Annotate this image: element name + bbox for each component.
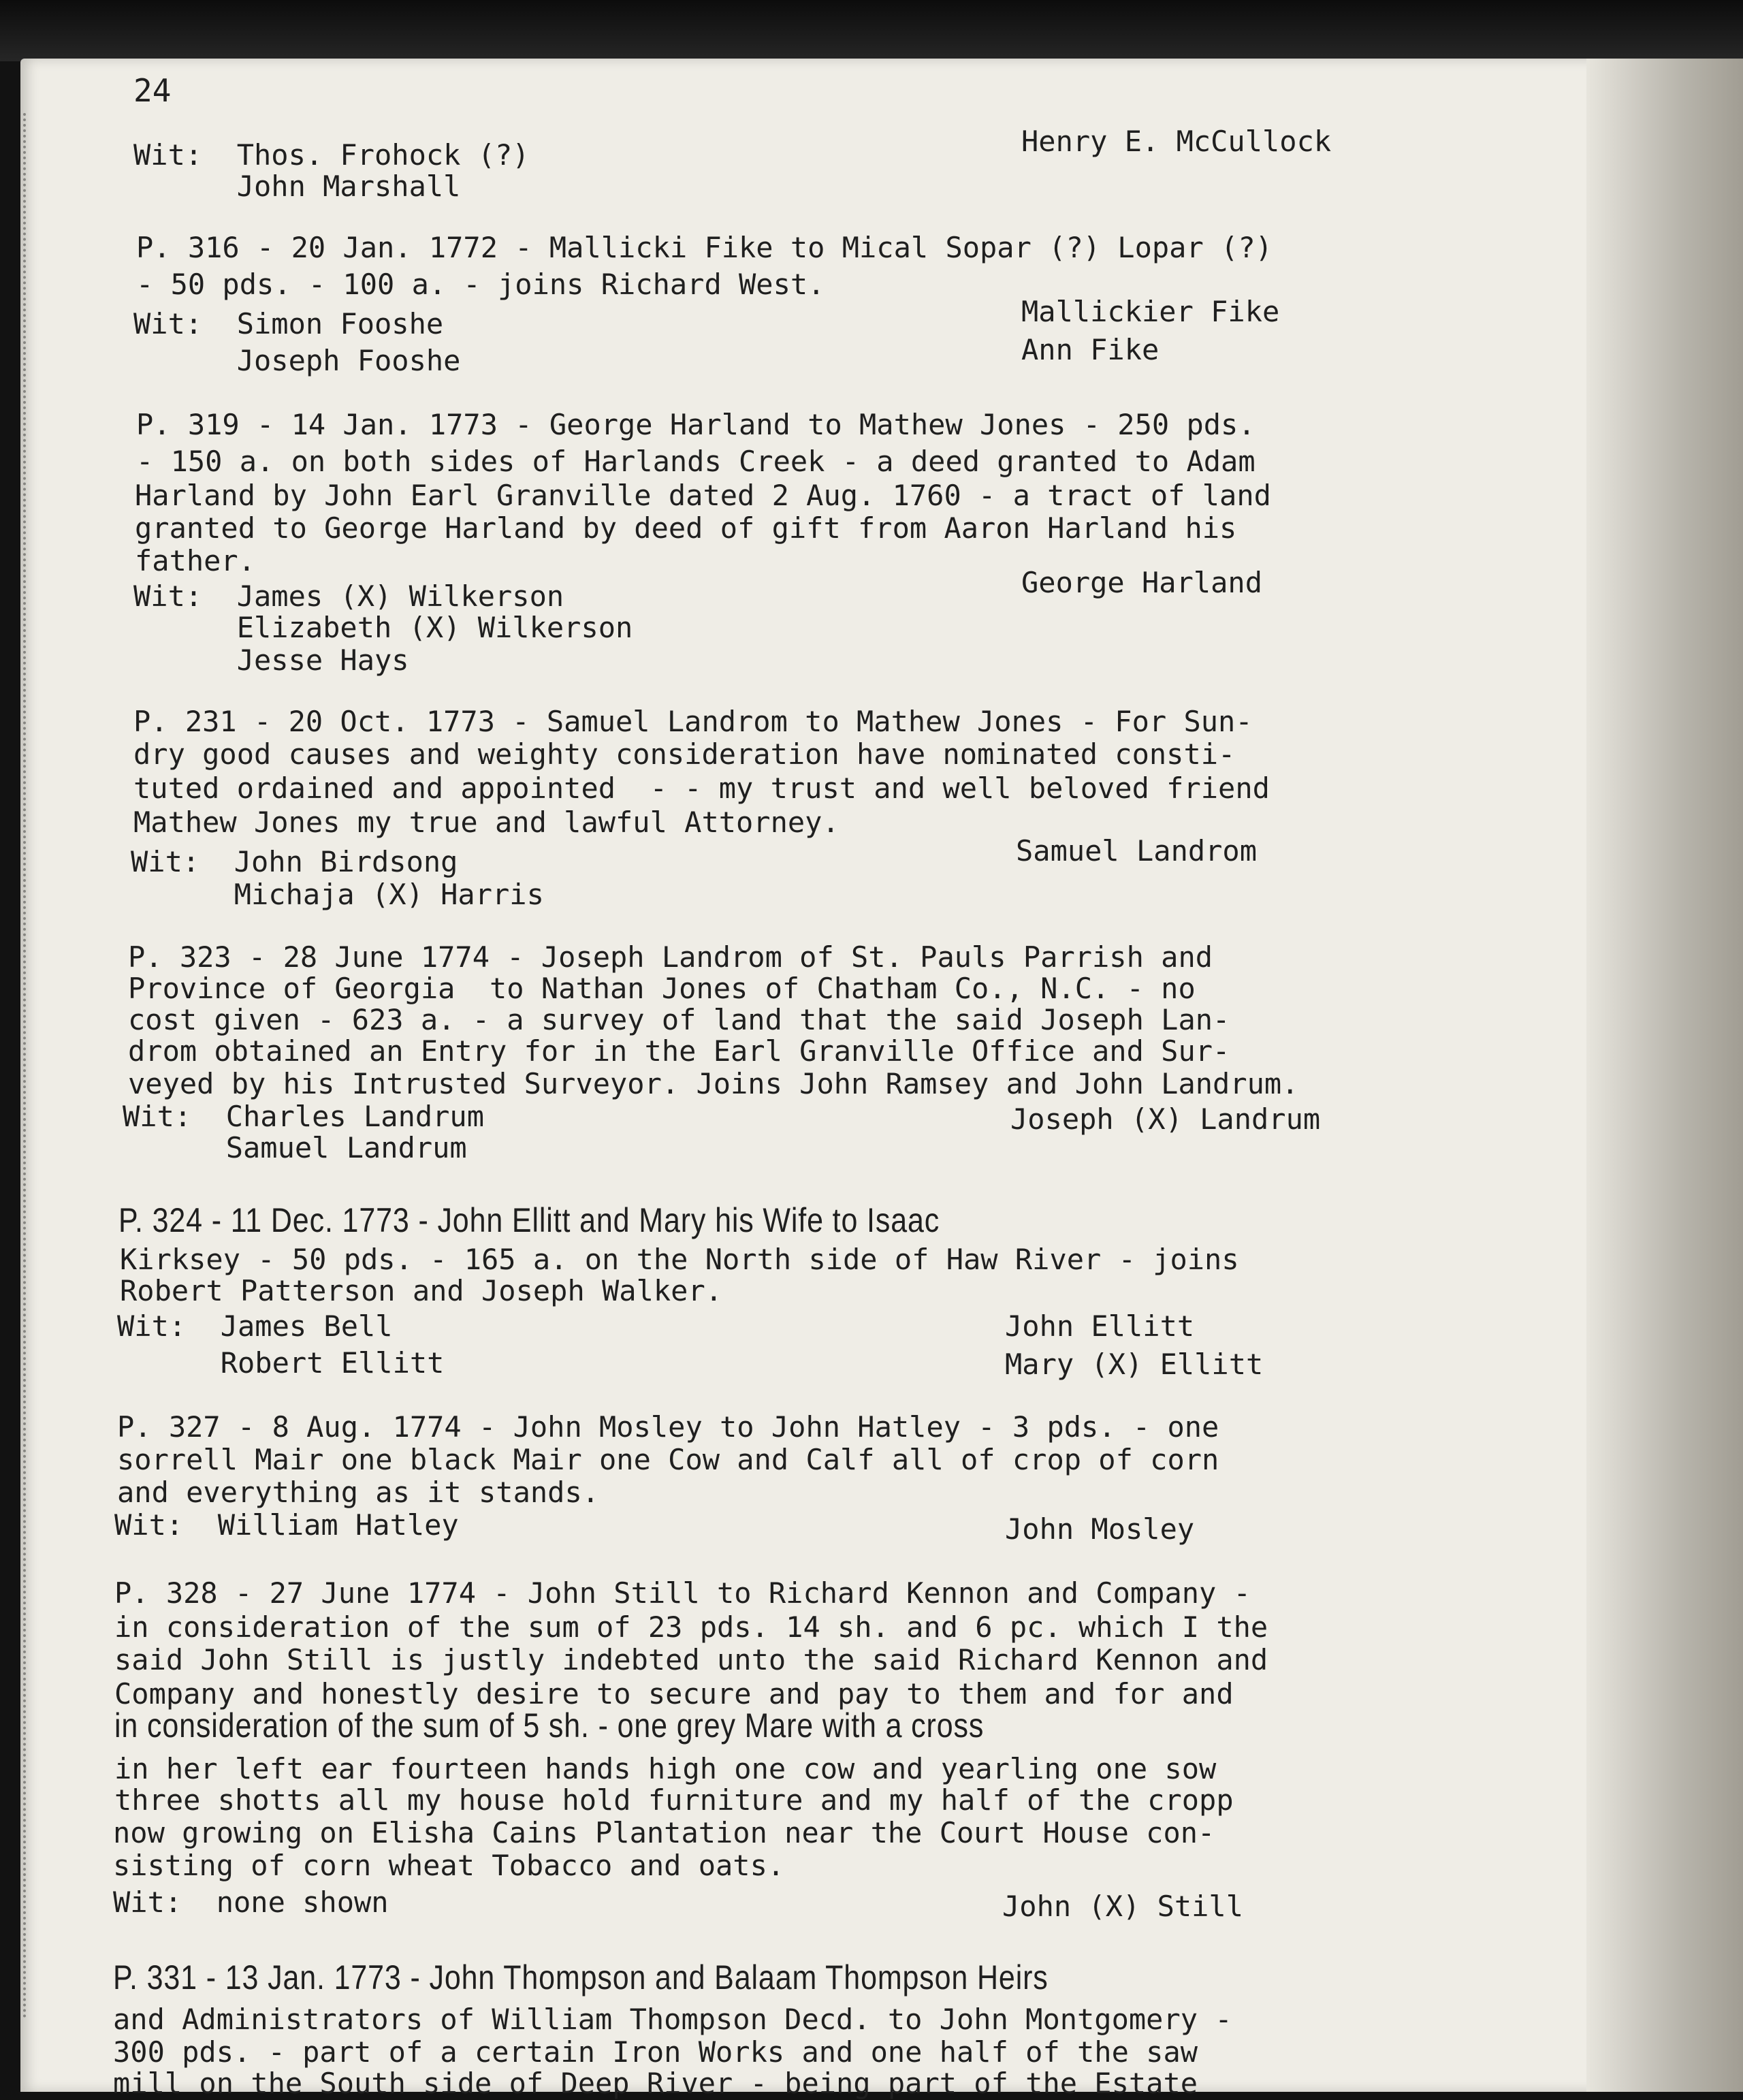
- signature-line: Ann Fike: [1021, 333, 1160, 366]
- entry-line: veyed by his Intrusted Surveyor. Joins John Ramsey and John Landrum.: [128, 1067, 1299, 1100]
- signature-line: Samuel Landrom: [1016, 834, 1258, 868]
- signature-line: John Mosley: [1005, 1512, 1195, 1546]
- entry-line: and Administrators of William Thompson Decd. to John Montgomery -: [113, 2003, 1232, 2036]
- entry-line: Mathew Jones my true and lawful Attorney.: [133, 806, 839, 839]
- entry-line: Harland by John Earl Granville dated 2 Aug. 1760 - a tract of land: [135, 479, 1271, 512]
- entry-line: cost given - 623 a. - a survey of land that the said Joseph Lan-: [128, 1003, 1230, 1036]
- witness-line: Samuel Landrum: [123, 1131, 467, 1164]
- entry-line: Robert Patterson and Joseph Walker.: [120, 1274, 723, 1307]
- signature-line: Joseph (X) Landrum: [1010, 1102, 1321, 1136]
- witness-line: Elizabeth (X) Wilkerson: [133, 611, 633, 644]
- book-gutter: [1586, 59, 1743, 2092]
- page-number: 24: [133, 72, 172, 109]
- entry-line: granted to George Harland by deed of gift from Aaron Harland his: [135, 511, 1237, 545]
- entry-line: - 50 pds. - 100 a. - joins Richard West.: [136, 268, 825, 301]
- entry-line: Kirksey - 50 pds. - 165 a. on the North side of Haw River - joins: [120, 1243, 1239, 1276]
- witness-line: Wit: none shown: [113, 1886, 389, 1919]
- witness-line: Wit: William Hatley: [114, 1508, 459, 1542]
- entry-line: P. 319 - 14 Jan. 1773 - George Harland to Mathew Jones - 250 pds.: [136, 408, 1256, 441]
- signature-line: John Ellitt: [1005, 1309, 1195, 1343]
- entry-line: sisting of corn wheat Tobacco and oats.: [113, 1849, 785, 1882]
- entry-line: P. 324 - 11 Dec. 1773 - John Ellitt and Mary his Wife to Isaac: [118, 1201, 940, 1239]
- witness-line: Wit: Simon Fooshe: [133, 307, 444, 340]
- entry-line: P. 327 - 8 Aug. 1774 - John Mosley to John Hatley - 3 pds. - one: [117, 1410, 1219, 1444]
- entry-line: P. 316 - 20 Jan. 1772 - Mallicki Fike to Mical Sopar (?) Lopar (?): [136, 231, 1273, 264]
- witness-line: Wit: Thos. Frohock (?): [133, 138, 530, 172]
- witness-line: John Marshall: [133, 170, 461, 203]
- entry-line: father.: [135, 544, 256, 577]
- witness-line: Wit: James Bell: [117, 1309, 393, 1343]
- witness-line: Michaja (X) Harris: [131, 878, 544, 911]
- entry-line: said John Still is justly indebted unto the said Richard Kennon and: [114, 1643, 1268, 1676]
- entry-line: Province of Georgia to Nathan Jones of Chatham Co., N.C. - no: [128, 972, 1196, 1005]
- entry-line: in consideration of the sum of 5 sh. - one grey Mare with a cross: [114, 1706, 985, 1745]
- entry-line: P. 328 - 27 June 1774 - John Still to Richard Kennon and Company -: [114, 1576, 1251, 1610]
- entry-line: P. 231 - 20 Oct. 1773 - Samuel Landrom to Mathew Jones - For Sun-: [133, 705, 1253, 738]
- witness-line: Robert Ellitt: [117, 1346, 445, 1380]
- entry-line: and everything as it stands.: [117, 1476, 600, 1509]
- entry-line: P. 323 - 28 June 1774 - Joseph Landrom of St. Pauls Parrish and: [128, 940, 1213, 974]
- entry-line: 300 pds. - part of a certain Iron Works and one half of the saw: [113, 2035, 1198, 2069]
- entry-line: in her left ear fourteen hands high one cow and yearling one sow: [114, 1752, 1217, 1785]
- entry-line: mill on the South side of Deep River - being part of the Estate: [113, 2067, 1198, 2100]
- witness-line: Joseph Fooshe: [133, 344, 461, 377]
- signature-line: John (X) Still: [1002, 1890, 1244, 1923]
- signature-line: Mary (X) Ellitt: [1005, 1348, 1264, 1381]
- entry-line: sorrell Mair one black Mair one Cow and Calf all of crop of corn: [117, 1443, 1219, 1476]
- entry-line: tuted ordained and appointed - - my trust and well beloved friend: [133, 771, 1270, 805]
- entry-line: in consideration of the sum of 23 pds. 14 sh. and 6 pc. which I the: [114, 1610, 1268, 1644]
- witness-line: Wit: Charles Landrum: [123, 1100, 485, 1133]
- entry-line: three shotts all my house hold furniture and my half of the cropp: [114, 1783, 1234, 1817]
- entry-line: - 150 a. on both sides of Harlands Creek - a deed granted to Adam: [136, 445, 1256, 478]
- signature-line: Mallickier Fike: [1021, 295, 1280, 328]
- witness-line: Jesse Hays: [133, 643, 409, 677]
- entry-line: P. 331 - 13 Jan. 1773 - John Thompson and Balaam Thompson Heirs: [113, 1958, 1049, 1996]
- signature-line: Henry E. McCullock: [1021, 125, 1332, 158]
- entry-line: drom obtained an Entry for in the Earl Granville Office and Sur-: [128, 1034, 1230, 1068]
- witness-line: Wit: John Birdsong: [131, 845, 458, 878]
- entry-line: dry good causes and weighty consideration have nominated consti-: [133, 737, 1236, 771]
- signature-line: George Harland: [1021, 566, 1263, 599]
- entry-line: Company and honestly desire to secure and pay to them and for and: [114, 1677, 1234, 1711]
- entry-line: now growing on Elisha Cains Plantation near the Court House con-: [113, 1816, 1215, 1849]
- witness-line: Wit: James (X) Wilkerson: [133, 579, 564, 613]
